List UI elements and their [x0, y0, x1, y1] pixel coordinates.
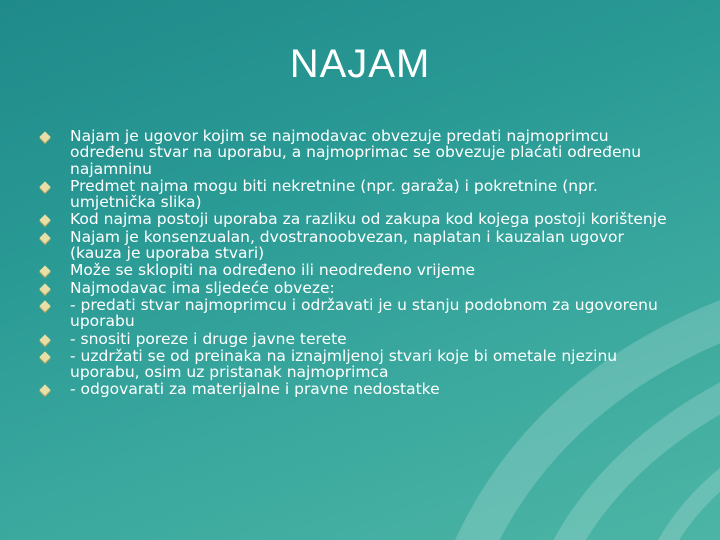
bullet-text: - snositi poreze i druge javne terete — [70, 329, 347, 348]
list-item — [38, 178, 678, 211]
diamond-bullet-icon — [39, 131, 50, 142]
list-item — [38, 348, 678, 381]
diamond-bullet-icon — [39, 351, 50, 362]
bullet-list — [38, 128, 678, 399]
bullet-text: - predati stvar najmoprimcu i održavati je u stanju podobnom za ugovorenu uporabu — [70, 295, 658, 331]
bullet-text: Najam je konsenzualan, dvostranoobvezan, naplatan i kauzalan ugovor (kauza je uporaba stvari) — [70, 227, 624, 263]
bullet-text: Kod najma postoji uporaba za razliku od zakupa kod kojega postoji korištenje — [70, 210, 667, 229]
list-item — [38, 297, 678, 330]
bullet-text: - odgovarati za materijalne i pravne nedostatke — [70, 380, 440, 399]
list-item — [38, 280, 678, 296]
diamond-bullet-icon — [39, 300, 50, 311]
diamond-bullet-icon — [39, 215, 50, 226]
list-item — [38, 262, 678, 278]
bullet-text: Najam je ugovor kojim se najmodavac obvezuje predati najmoprimcu određenu stvar na uporabu, a najmoprimac se obvezuje plaćati određenu najamninu — [70, 127, 642, 178]
diamond-bullet-icon — [39, 266, 50, 277]
list-item — [38, 229, 678, 262]
bullet-text: - uzdržati se od preinaka na iznajmljenoj stvari koje bi ometale njezinu uporabu, osim uz pristanak najmoprimca — [70, 346, 618, 382]
list-item — [38, 211, 678, 227]
list-item — [38, 331, 678, 347]
diamond-bullet-icon — [39, 385, 50, 396]
diamond-bullet-icon — [39, 283, 50, 294]
diamond-bullet-icon — [39, 334, 50, 345]
diamond-bullet-icon — [39, 232, 50, 243]
bullet-text: Predmet najma mogu biti nekretnine (npr. garaža) i pokretnine (npr. umjetnička slika) — [70, 176, 598, 212]
list-item — [38, 381, 678, 397]
slide-title: NAJAM — [289, 42, 431, 86]
list-item — [38, 128, 678, 177]
diamond-bullet-icon — [39, 181, 50, 192]
bullet-text: Može se sklopiti na određeno ili neodređeno vrijeme — [70, 261, 476, 280]
bullet-text: Najmodavac ima sljedeće obveze: — [70, 278, 335, 297]
